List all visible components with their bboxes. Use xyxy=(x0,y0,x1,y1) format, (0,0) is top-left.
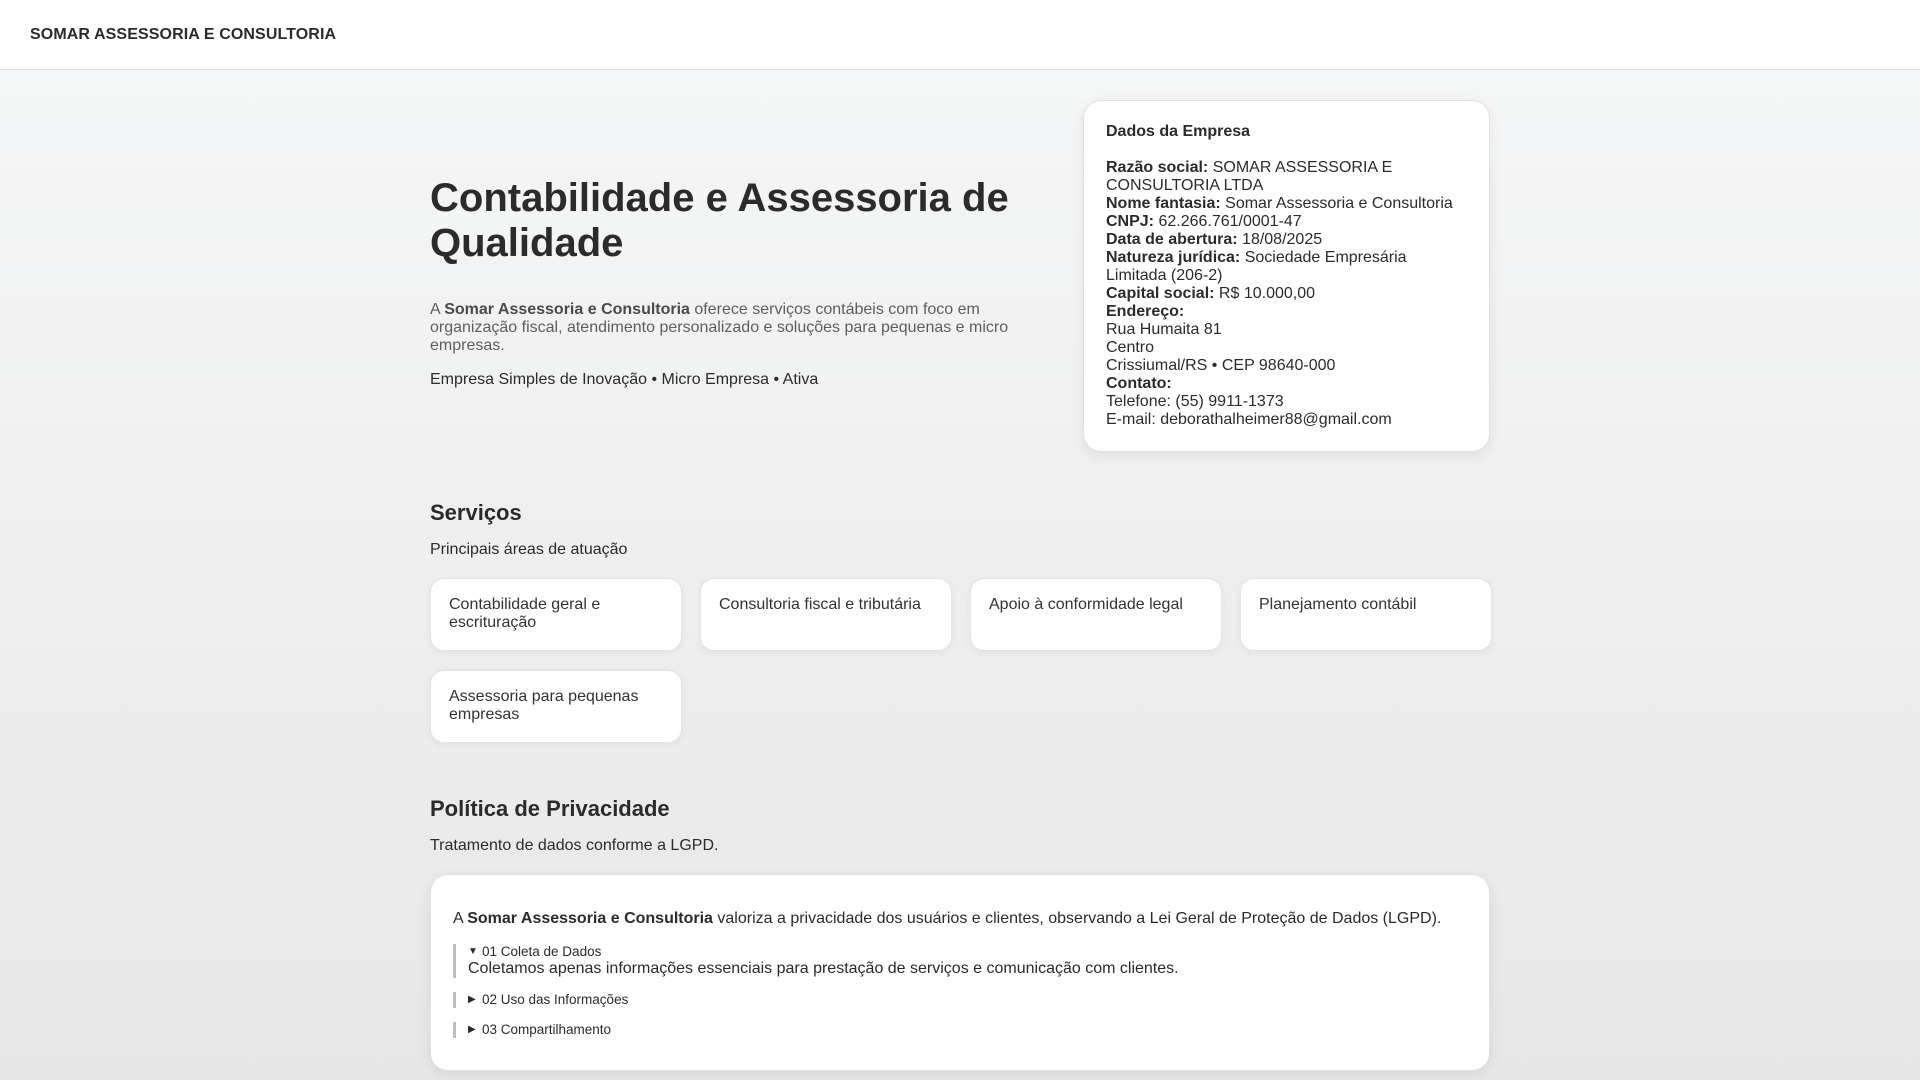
service-card-planejamento[interactable]: Planejamento contábil xyxy=(1240,578,1492,651)
data-abertura-row xyxy=(1106,231,1467,249)
policy-item-compartilhamento xyxy=(453,1022,1467,1038)
privacy-intro-suffix: valoriza a privacidade dos usuários e clientes, observando a Lei Geral de Proteção de Dados (LGPD). xyxy=(712,910,1442,927)
hero-description-suffix: oferece serviços contábeis com foco em organização fiscal, atendimento personalizado e soluções para pequenas e micro empresas. xyxy=(430,301,1009,354)
policy-label-compartilhamento: 03 Compartilhamento xyxy=(482,1022,612,1037)
top-bar xyxy=(0,0,1920,70)
natureza-juridica-row xyxy=(1106,249,1467,285)
hero-section xyxy=(430,70,1490,480)
cnpj-label: CNPJ: xyxy=(1106,213,1155,230)
triangle-right-icon: ▶ xyxy=(468,1024,476,1035)
privacy-intro xyxy=(453,910,1467,928)
privacy-card xyxy=(430,874,1490,1071)
hero-title: Contabilidade e Assessoria de Qualidade xyxy=(430,176,1009,265)
hero-description-brand: Somar Assessoria e Consultoria xyxy=(444,301,690,318)
policy-item-uso xyxy=(453,992,1467,1008)
policy-summary-compartilhamento[interactable] xyxy=(468,1022,1467,1038)
policy-label-coleta: 01 Coleta de Dados xyxy=(482,944,602,959)
privacy-intro-brand: Somar Assessoria e Consultoria xyxy=(467,910,713,927)
capital-social-row xyxy=(1106,285,1467,303)
services-section xyxy=(430,500,1490,743)
services-grid xyxy=(430,578,1490,743)
services-title: Serviços xyxy=(430,500,522,525)
policy-item-coleta xyxy=(453,944,1467,978)
company-card-title: Dados da Empresa xyxy=(1106,123,1251,140)
triangle-down-icon: ▼ xyxy=(468,946,478,957)
endereco-line-2: Centro xyxy=(1106,339,1155,356)
capital-social-value: R$ 10.000,00 xyxy=(1214,285,1316,302)
capital-social-label: Capital social: xyxy=(1106,285,1215,302)
contato-label: Contato: xyxy=(1106,375,1172,392)
data-abertura-label: Data de abertura: xyxy=(1106,231,1238,248)
razao-social-value: SOMAR ASSESSORIA E CONSULTORIA LTDA xyxy=(1106,159,1393,194)
service-card-assessoria[interactable]: Assessoria para pequenas empresas xyxy=(430,670,682,743)
cnpj-value: 62.266.761/0001-47 xyxy=(1154,213,1302,230)
data-abertura-value: 18/08/2025 xyxy=(1237,231,1323,248)
policy-label-uso: 02 Uso das Informações xyxy=(482,992,629,1007)
privacy-subtitle: Tratamento de dados conforme a LGPD. xyxy=(430,837,719,854)
telefone: Telefone: (55) 9911-1373 xyxy=(1106,393,1284,410)
nome-fantasia-label: Nome fantasia: xyxy=(1106,195,1221,212)
main-content xyxy=(430,70,1490,1037)
natureza-juridica-value: Sociedade Empresária Limitada (206-2) xyxy=(1106,249,1407,284)
endereco-label: Endereço: xyxy=(1106,303,1185,320)
policy-summary-uso[interactable] xyxy=(468,992,1467,1008)
triangle-right-icon: ▶ xyxy=(468,994,476,1005)
hero-description-prefix: A xyxy=(430,301,445,318)
privacy-intro-prefix: A xyxy=(453,910,468,927)
service-card-conformidade[interactable]: Apoio à conformidade legal xyxy=(970,578,1222,651)
policy-body-coleta: Coletamos apenas informações essenciais para prestação de serviços e comunicação com clientes. xyxy=(468,960,1179,977)
services-subtitle: Principais áreas de atuação xyxy=(430,541,628,558)
email: E-mail: deborathalheimer88@gmail.com xyxy=(1106,411,1392,428)
service-card-consultoria-fiscal[interactable]: Consultoria fiscal e tributária xyxy=(700,578,952,651)
hero-text xyxy=(430,176,1030,389)
natureza-juridica-label: Natureza jurídica: xyxy=(1106,249,1241,266)
hero-description xyxy=(430,301,1020,355)
policy-summary-coleta[interactable] xyxy=(468,944,1467,960)
nome-fantasia-value: Somar Assessoria e Consultoria xyxy=(1220,195,1453,212)
endereco-line-1: Rua Humaita 81 xyxy=(1106,321,1222,338)
company-data-card xyxy=(1083,100,1490,452)
nome-fantasia-row xyxy=(1106,195,1467,213)
endereco-line-3: Crissiumal/RS • CEP 98640-000 xyxy=(1106,357,1336,374)
privacy-title: Política de Privacidade xyxy=(430,796,670,821)
razao-social-label: Razão social: xyxy=(1106,159,1209,176)
razao-social-row xyxy=(1106,159,1467,195)
privacy-section xyxy=(430,796,1490,1071)
service-card-contabilidade[interactable]: Contabilidade geral e escrituração xyxy=(430,578,682,651)
hero-tags: Empresa Simples de Inovação • Micro Empresa • Ativa xyxy=(430,371,819,388)
cnpj-row xyxy=(1106,213,1467,231)
brand-logo-text[interactable]: SOMAR ASSESSORIA E CONSULTORIA xyxy=(30,25,337,43)
